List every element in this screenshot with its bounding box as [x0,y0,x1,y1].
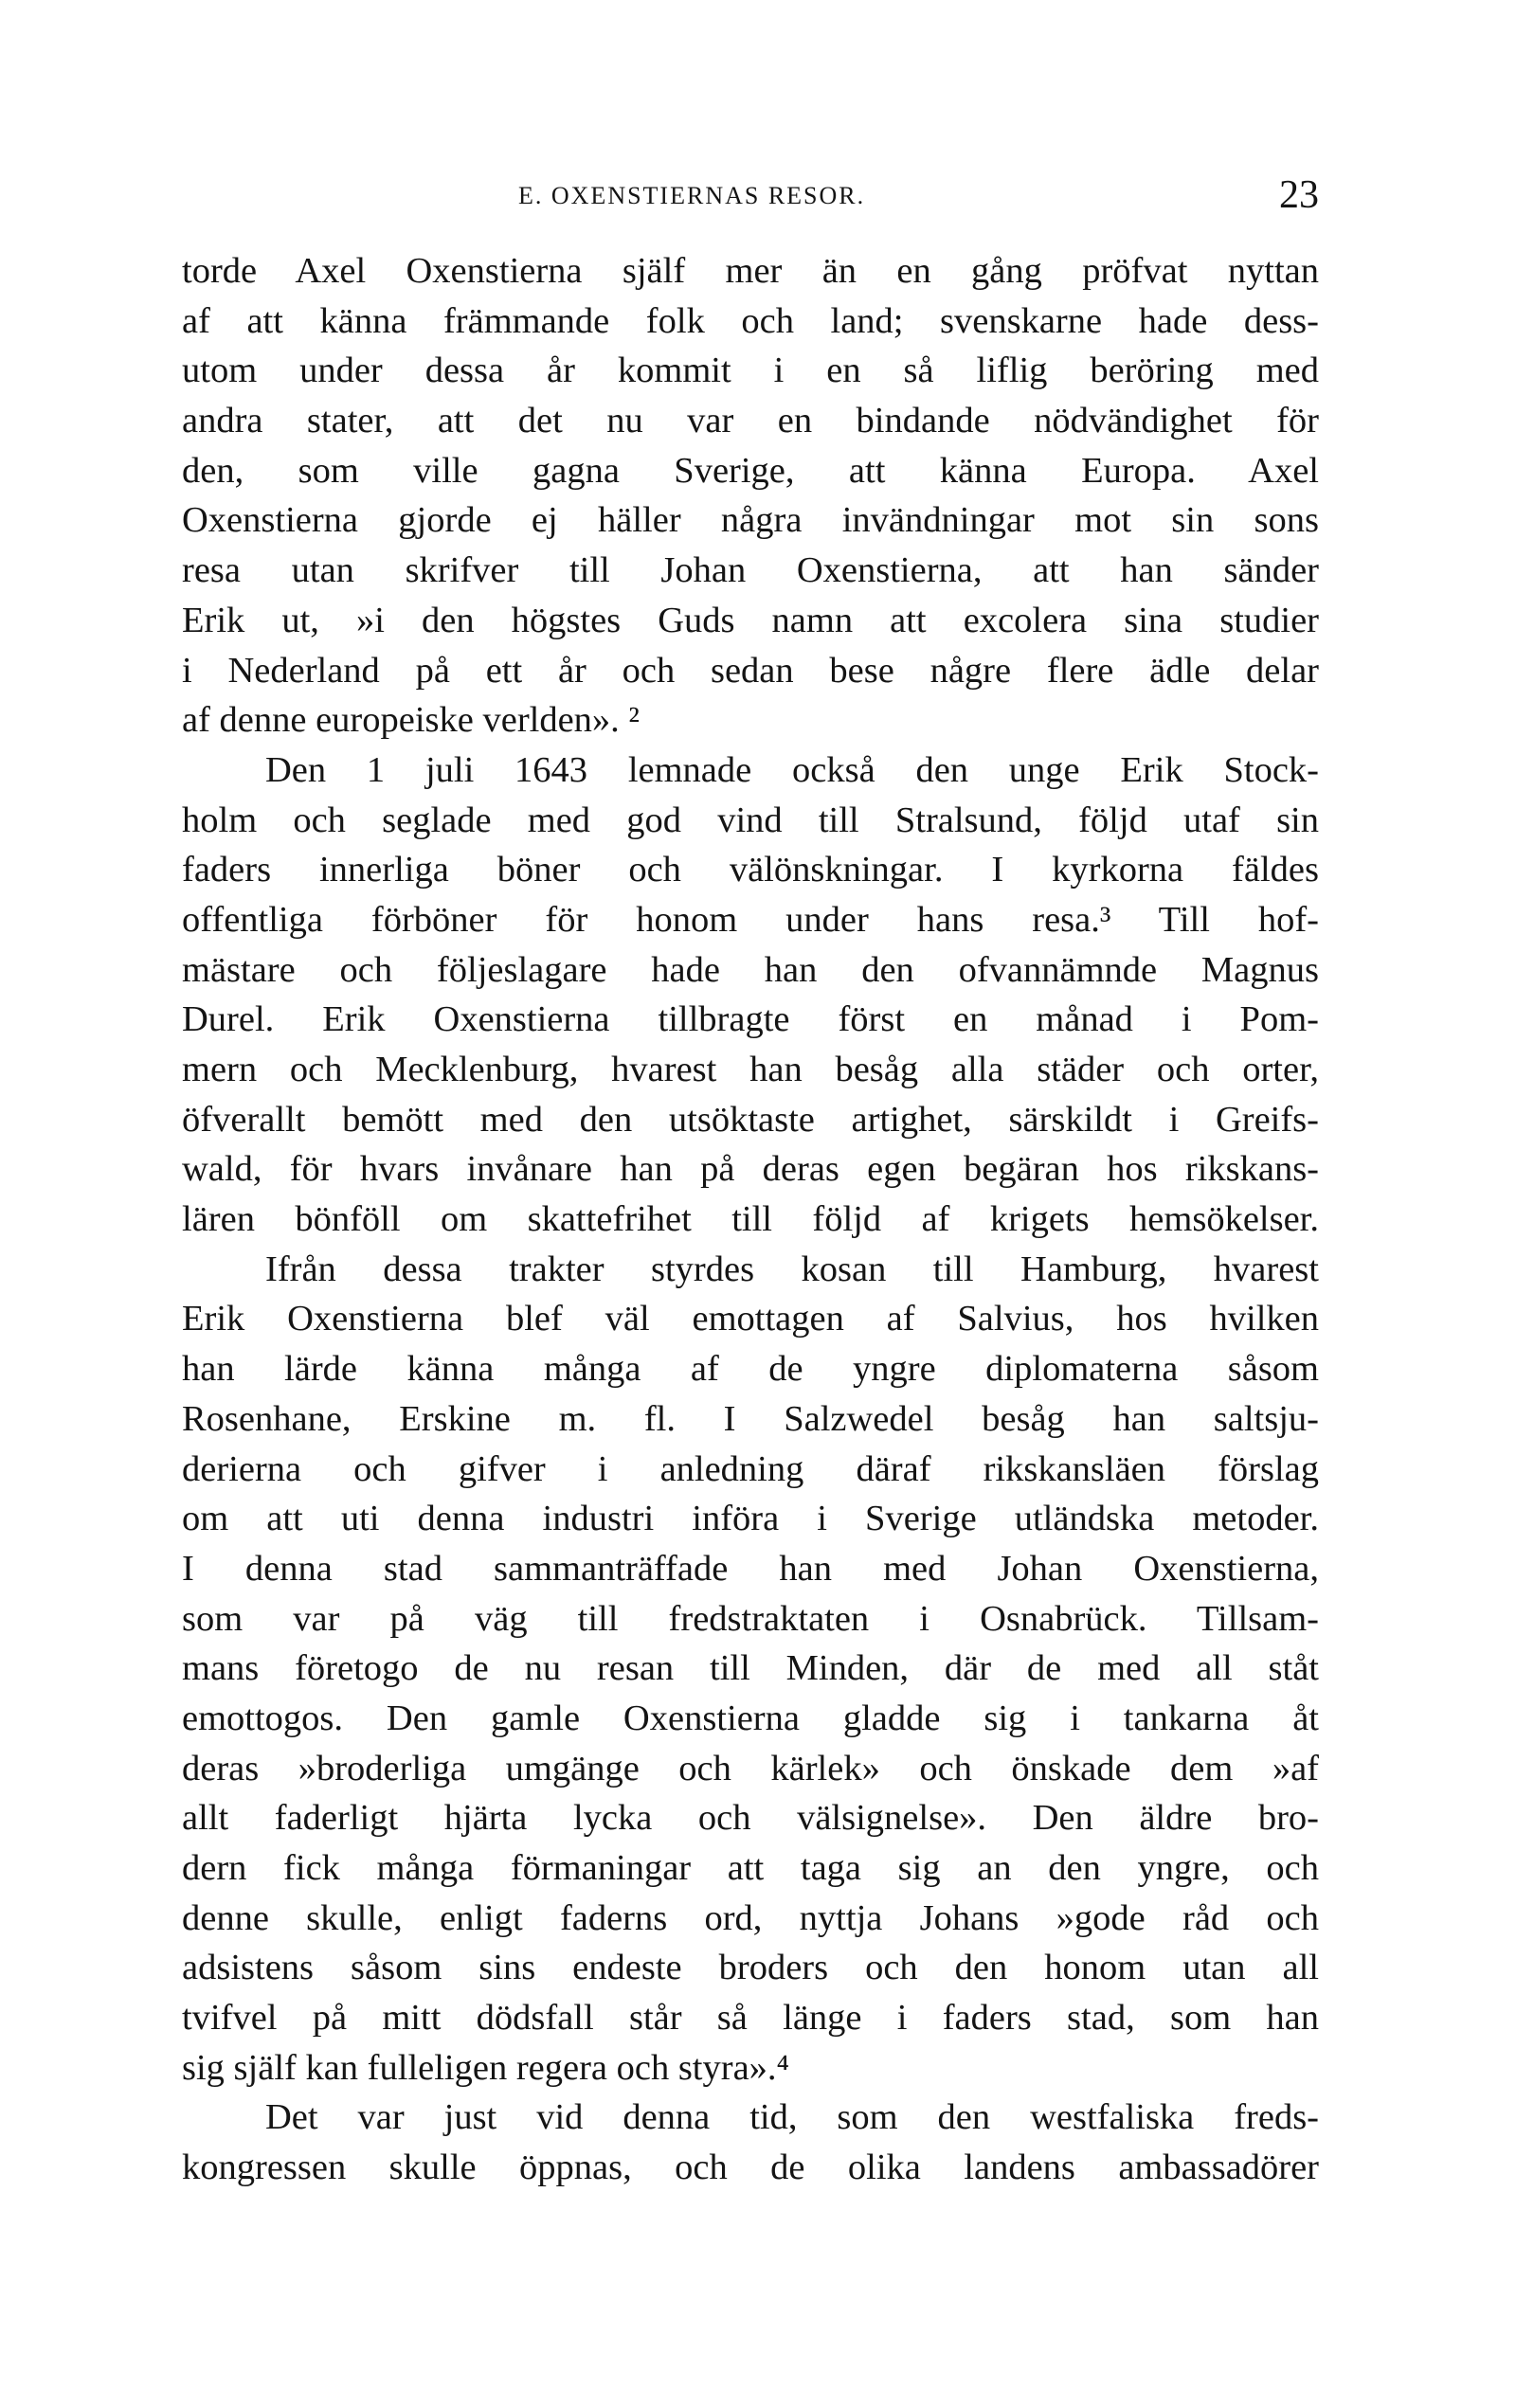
running-header [182,173,1319,220]
text-line: af denne europeiske verlden». ² [182,700,640,741]
text-line: den, som ville gagna Sverige, att känna Europa. Axel [182,450,1319,491]
text-line: faders innerliga böner och välönskningar. I kyrkorna fäldes [182,850,1319,890]
text-line: mern och Mecklenburg, hvarest han besåg alla städer och orter, [182,1050,1319,1089]
text-line: Den 1 juli 1643 lemnade också den unge Erik Stock- [265,749,1319,790]
text-line: resa utan skrifver till Johan Oxenstierna, att han sänder [182,550,1319,591]
text-line: Det var just vid denna tid, som den westfaliska freds- [265,2097,1319,2138]
text-line: om att uti denna industri införa i Sverige utländska metoder. [182,1499,1319,1539]
running-title: E. OXENSTIERNAS RESOR. [518,182,866,209]
text-line: Durel. Erik Oxenstierna tillbragte först en månad i Pom- [182,999,1319,1040]
text-line: i Nederland på ett år och sedan bese någre flere ädle delar [182,650,1319,691]
body-text [182,246,1319,2193]
text-line: wald, för hvars invånare han på deras egen begäran hos rikskans- [182,1149,1319,1190]
text-line: Oxenstierna gjorde ej häller några invändningar mot sin sons [182,500,1319,541]
page-number: 23 [1279,173,1319,217]
text-line: han lärde känna många af de yngre diplomaterna såsom [182,1349,1319,1390]
text-line: af att känna främmande folk och land; svenskarne hade dess- [182,300,1319,341]
text-line: utom under dessa år kommit i en så liflig beröring med [182,350,1319,391]
text-line: allt faderligt hjärta lycka och välsignelse». Den äldre bro- [182,1798,1319,1839]
text-line: öfverallt bemött med den utsöktaste artighet, särskildt i Greifs- [182,1099,1319,1140]
text-line: sig själf kan fulleligen regera och styra».⁴ [182,2047,789,2088]
text-line: som var på väg till fredstraktaten i Osnabrück. Tillsam- [182,1598,1319,1639]
text-line: andra stater, att det nu var en bindande nödvändighet för [182,401,1319,441]
text-line: mästare och följeslagare hade han den ofvannämnde Magnus [182,949,1319,990]
text-line: offentliga förböner för honom under hans resa.³ Till hof- [182,899,1319,940]
text-line: denne skulle, enligt faderns ord, nyttja Johans »gode råd och [182,1897,1319,1938]
text-line: Erik Oxenstierna blef väl emottagen af Salvius, hos hvilken [182,1299,1319,1339]
text-line: lären bönföll om skattefrihet till följd af krigets hemsökelser. [182,1199,1319,1240]
text-line: torde Axel Oxenstierna själf mer än en gång pröfvat nyttan [182,251,1319,291]
text-line: emottogos. Den gamle Oxenstierna gladde sig i tankarna åt [182,1698,1319,1738]
text-line: holm och seglade med god vind till Stralsund, följd utaf sin [182,800,1319,840]
text-line: adsistens såsom sins endeste broders och den honom utan all [182,1948,1319,1988]
text-line: dern fick många förmaningar att taga sig an den yngre, och [182,1848,1319,1888]
text-line: derierna och gifver i anledning däraf rikskansläen förslag [182,1448,1319,1489]
text-line: mans företogo de nu resan till Minden, där de med all ståt [182,1648,1319,1689]
text-line: Erik ut, »i den högstes Guds namn att excolera sina studier [182,600,1319,640]
text-line: I denna stad sammanträffade han med Johan Oxenstierna, [182,1548,1319,1589]
text-line: kongressen skulle öppnas, och de olika landens ambassadörer [182,2147,1319,2188]
text-line: deras »broderliga umgänge och kärlek» och önskade dem »af [182,1748,1319,1788]
text-line: tvifvel på mitt dödsfall står så länge i faders stad, som han [182,1998,1319,2039]
text-line: Ifrån dessa trakter styrdes kosan till Hamburg, hvarest [265,1249,1319,1289]
text-line: Rosenhane, Erskine m. fl. I Salzwedel besåg han saltsju- [182,1398,1319,1439]
